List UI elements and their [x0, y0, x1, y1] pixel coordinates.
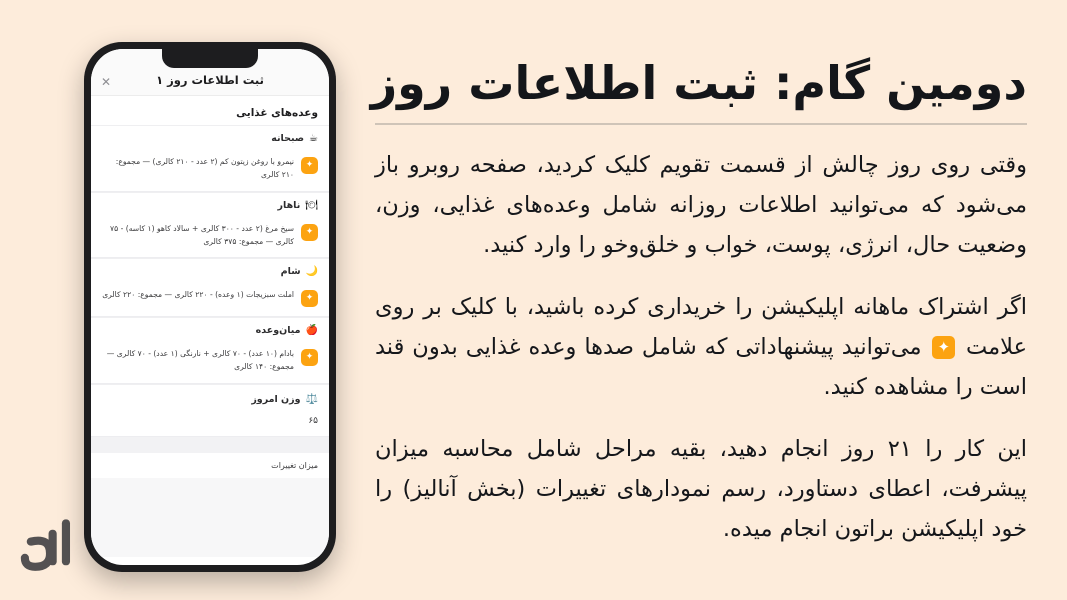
list-item[interactable]	[91, 341, 329, 384]
breakfast-icon: ☕	[309, 133, 318, 144]
list-divider	[91, 437, 329, 453]
sparkle-icon[interactable]: ✦	[301, 157, 318, 174]
meal-header	[91, 258, 329, 282]
list-item[interactable]	[91, 216, 329, 259]
phone-screen	[91, 49, 329, 565]
slide-content	[357, 0, 1067, 600]
lunch-icon: 🍽	[305, 199, 318, 211]
close-icon[interactable]: ✕	[101, 75, 112, 89]
section-title-meals: وعده‌های غذایی	[91, 96, 329, 125]
slide-headline: دومین گام: ثبت اطلاعات روز	[370, 56, 1027, 110]
phone-mockup	[84, 42, 336, 572]
brand-watermark-icon	[16, 512, 90, 586]
meal-detail: املت سبزیجات (۱ وعده) - ۲۲۰ کالری — مجموع: ۲۲۰ کالری	[102, 290, 294, 300]
paragraph-1: وقتی روی روز چالش از قسمت تقویم کلیک کردید، صفحه روبرو باز می‌شود که می‌توانید اطلاعات روزانه شامل وعده‌های غذایی، وزن، وضعیت حال، انرژی، پوست، خواب و خلق‌وخو را وارد کنید.	[375, 151, 1027, 258]
meal-detail: سیخ مرغ (۲ عدد - ۳۰۰ کالری + سالاد کاهو (۱ کاسه) - ۷۵ کالری — مجموع: ۳۷۵ کالری	[110, 223, 294, 246]
divider	[375, 123, 1027, 125]
meal-header	[91, 317, 329, 341]
scale-icon: ⚖️	[305, 393, 318, 405]
meal-name: میان‌وعده	[255, 325, 301, 337]
paragraph-3: این کار را ۲۱ روز انجام دهید، بقیه مراحل شامل محاسبه میزان پیشرفت، اعطای دستاورد، رسم نمودارهای تغییرات (بخش آنالیز) را خود اپلیکیشن براتون انجام میده.	[375, 435, 1027, 542]
page-title: ثبت اطلاعات روز ۱	[156, 73, 264, 87]
list-item[interactable]	[91, 282, 329, 317]
sparkle-icon: ✦	[932, 336, 955, 359]
sparkle-icon[interactable]: ✦	[301, 224, 318, 241]
dinner-icon: 🌙	[305, 266, 318, 278]
paragraph-2-after: می‌توانید پیشنهاداتی که شامل صدها وعده غذایی بدون قند است را مشاهده کنید.	[375, 333, 1027, 400]
snack-icon: 🍎	[305, 325, 318, 337]
meal-name: ناهار	[277, 199, 301, 211]
sparkle-icon[interactable]: ✦	[301, 349, 318, 366]
meal-detail: بادام (۱۰ عدد) - ۷۰ کالری + نارنگی (۱ عدد) - ۷۰ کالری — مجموع: ۱۴۰ کالری	[106, 349, 294, 372]
app-scroll-area[interactable]	[91, 96, 329, 557]
meal-name: صبحانه	[271, 133, 305, 144]
paragraph-2-before: اگر اشتراک ماهانه اپلیکیشن را خریداری کرده باشید، با کلیک بر روی علامت	[375, 293, 1028, 360]
paragraph-2	[375, 287, 1027, 407]
weight-label: وزن امروز	[251, 393, 301, 405]
weight-header	[91, 384, 329, 410]
phone-notch	[162, 49, 258, 68]
meal-header	[91, 125, 329, 149]
changes-section-label: میزان تغییرات	[91, 453, 329, 478]
weight-field[interactable]: ۶۵	[91, 410, 329, 437]
sparkle-icon[interactable]: ✦	[301, 290, 318, 307]
meal-header	[91, 192, 329, 216]
meal-detail: نیمرو با روغن زیتون کم (۲ عدد - ۲۱۰ کالری) — مجموع: ۲۱۰ کالری	[115, 157, 294, 180]
list-item[interactable]	[91, 149, 329, 192]
meal-name: شام	[280, 266, 301, 278]
